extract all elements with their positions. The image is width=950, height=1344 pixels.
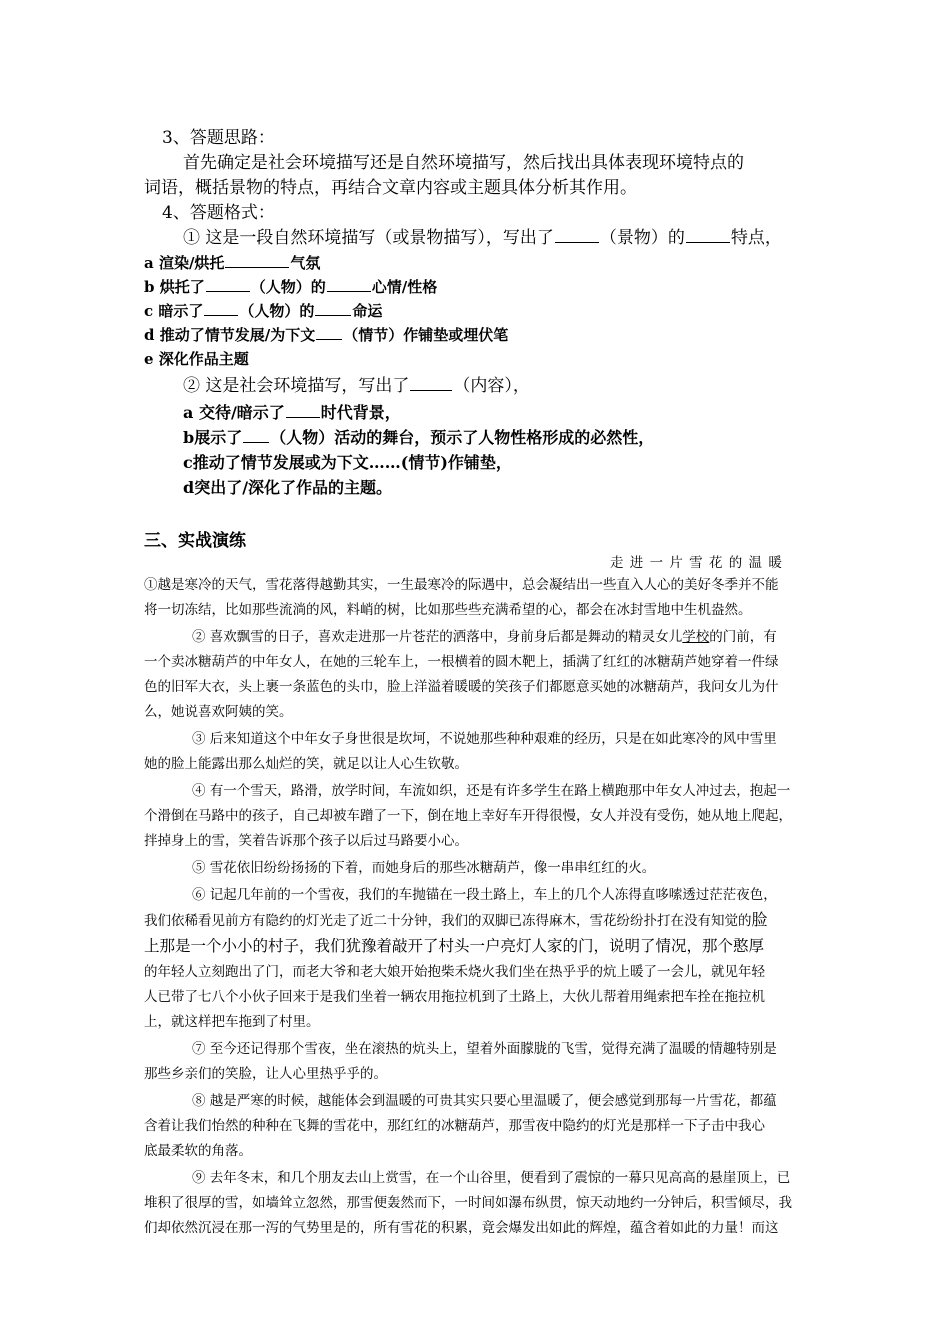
p2-line3: 色的旧军大衣，头上裹一条蓝色的头巾，脸上洋溢着暖暖的笑孩子们都愿意买她的冰糖葫芦，我问女儿为什 [144, 679, 779, 695]
p6-line5: 人已带了七八个小伙子回来于是我们坐着一辆农用拖拉机到了土路上，大伙儿帮着用绳索把车拴在拖拉机 [144, 989, 765, 1005]
p6-line3: 上那是一个小小的村子，我们犹豫着敲开了村头一户亮灯人家的门，说明了情况，那个憨厚 [144, 937, 765, 955]
p6-line6: 上，就这样把车拖到了村里。 [144, 1014, 320, 1030]
format1-item-e: e 深化作品主题 [144, 350, 249, 368]
format2-intro-a: ② 这是社会环境描写，写出了 [183, 376, 410, 396]
blank-fate [315, 314, 351, 316]
blank-content [410, 389, 452, 391]
blank-person-2 [243, 441, 269, 443]
p9-line2: 堆积了很厚的雪，如墙耸立忽然，那雪便轰然而下，一时间如瀑布纵贯，惊天动地约一分钟后，积雪倾尽，我 [144, 1195, 792, 1211]
article-title: 走 进 一 片 雪 花 的 温 暖 [610, 555, 783, 571]
format1-c-pre: c 暗示了 [144, 302, 204, 320]
blank-feature [686, 241, 730, 243]
step3-line1: 首先确定是社会环境描写还是自然环境描写，然后找出具体表现环境特点的 [183, 153, 744, 173]
p5-line1: ⑤ 雪花依旧纷纷扬扬的下着，而她身后的那些冰糖葫芦，像一串串红红的火。 [192, 860, 656, 876]
format1-c-post: 命运 [352, 302, 383, 320]
blank-person [206, 290, 250, 292]
step3-title: 3、答题思路： [162, 128, 275, 148]
p9-line1: ⑨ 去年冬末，和几个朋友去山上赏雪，在一个山谷里，便看到了震惊的一幕只见高高的悬崖顶上，已 [192, 1170, 791, 1186]
format1-d-post: （情节）作铺垫或埋伏笔 [343, 326, 509, 344]
p3-line1: ③ 后来知道这个中年女子身世很是坎坷，不说她那些种种艰难的经历，只是在如此寒冷的风中雪里 [192, 731, 777, 747]
format1-b-mid: （人物）的 [250, 278, 326, 296]
p3-line2: 她的脸上能露出那么灿烂的笑，就足以让人心生钦敬。 [144, 756, 468, 772]
format2-item-a [183, 401, 401, 425]
format1-intro-c: 特点， [730, 228, 782, 248]
format1-intro-a: ① 这是一段自然环境描写（或景物描写），写出了 [183, 228, 554, 248]
blank-person-c [204, 314, 238, 316]
p2-line4: 么，她说喜欢阿姨的笑。 [144, 704, 293, 720]
format1-a-pre: a 渲染/烘托 [144, 254, 225, 272]
p7-line1: ⑦ 至今还记得那个雪夜，坐在滚热的炕头上，望着外面朦胧的飞雪，觉得充满了温暖的情趣特别是 [192, 1041, 777, 1057]
p4-line2: 个滑倒在马路中的孩子，自己却被车蹭了一下，倒在地上幸好车开得很慢，女人并没有受伤，她从地上爬起， [144, 808, 792, 824]
p7-line2: 那些乡亲们的笑脸，让人心里热乎乎的。 [144, 1066, 387, 1082]
format2-b-pre: b展示了 [183, 428, 243, 447]
step4-title: 4、答题格式： [162, 203, 275, 223]
p6-line2-a: 我们依稀看见前方有隐约的灯光走了近二十分钟，我们的双脚已冻得麻木，雪花纷纷扑打在没有知觉的 [144, 913, 752, 929]
p1-line2: 将一切冻结，比如那些流淌的风，料峭的树，比如那些些充满希望的心，都会在冰封雪地中生机盎然。 [144, 602, 752, 618]
p6-line4: 的年轻人立刻跑出了门，而老大爷和老大娘开始抱柴禾烧火我们坐在热乎乎的炕上暖了一会儿，就见年轻 [144, 964, 765, 980]
format2-a-pre: a 交待/暗示了 [183, 403, 285, 422]
p6-line1: ⑥ 记起几年前的一个雪夜，我们的车抛锚在一段土路上，车上的几个人冻得直哆嗦透过茫茫夜色， [192, 887, 777, 903]
format2-intro-b: （内容）， [453, 376, 530, 396]
format1-b-pre: b 烘托了 [144, 278, 205, 296]
blank-plot [316, 338, 342, 340]
blank-era [286, 416, 320, 418]
p2-line1-a: ② 喜欢飘雪的日子，喜欢走进那一片苍茫的洒落中，身前身后都是舞动的精灵女儿 [192, 629, 683, 645]
step3-line2: 词语，概括景物的特点，再结合文章内容或主题具体分析其作用。 [144, 178, 637, 198]
format2-b-post: （人物）活动的舞台，预示了人物性格形成的必然性， [270, 428, 655, 447]
format1-item-d [144, 325, 508, 345]
format1-b-post: 心情/性格 [371, 278, 438, 296]
p8-line1: ⑧ 越是严寒的时候，越能体会到温暖的可贵其实只要心里温暖了，便会感觉到那每一片雪花，都蕴 [192, 1093, 777, 1109]
format2-intro [183, 374, 530, 398]
p2-line1-b: 的门前，有 [709, 629, 777, 645]
format2-a-post: 时代背景， [320, 403, 401, 422]
blank-atmosphere [225, 266, 289, 268]
p9-line3: 们却依然沉浸在那一泻的气势里是的，所有雪花的积累，竟会爆发出如此的辉煌，蕴含着如此的力量！而这 [144, 1220, 779, 1236]
format2-item-c: c推动了情节发展或为下文……(情节)作铺垫， [183, 453, 512, 472]
blank-mood [327, 290, 371, 292]
p4-line1: ④ 有一个雪天，路滑，放学时间，车流如织，还是有许多学生在路上横跑那中年女人冲过去，抱起一 [192, 783, 791, 799]
p2-line1 [192, 627, 777, 647]
format1-item-a [144, 253, 320, 273]
p1-line1: ①越是寒冷的天气，雪花落得越勤其实，一生最寒冷的际遇中，总会凝结出一些直入人心的美好冬季并不能 [144, 577, 779, 593]
format1-intro [183, 226, 782, 250]
p8-line3: 底最柔软的角落。 [144, 1143, 252, 1159]
format1-item-b [144, 277, 437, 297]
format1-item-c [144, 301, 382, 321]
format1-a-post: 气氛 [290, 254, 321, 272]
format1-intro-b: （景物）的 [599, 228, 685, 248]
format1-c-mid: （人物）的 [239, 302, 315, 320]
p8-line2: 含着让我们怡然的种种在飞舞的雪花中，那红红的冰糖葫芦，那雪夜中隐约的灯光是那样一下子击中我心 [144, 1118, 765, 1134]
section-heading: 三、实战演练 [144, 531, 246, 551]
format2-item-b [183, 426, 654, 450]
p2-line2: 一个卖冰糖葫芦的中年女人，在她的三轮车上，一根横着的圆木靶上，插满了红红的冰糖葫芦她穿着一件绿 [144, 654, 779, 670]
p4-line3: 拌掉身上的雪，笑着告诉那个孩子以后过马路要小心。 [144, 833, 468, 849]
format1-d-pre: d 推动了情节发展/为下文 [144, 326, 316, 344]
format2-item-d: d突出了/深化了作品的主题。 [183, 478, 393, 497]
blank-scene [555, 241, 599, 243]
p6-line2-b: 脸 [751, 910, 768, 929]
school-link[interactable]: 学校 [682, 629, 710, 645]
p6-line2 [144, 910, 768, 931]
